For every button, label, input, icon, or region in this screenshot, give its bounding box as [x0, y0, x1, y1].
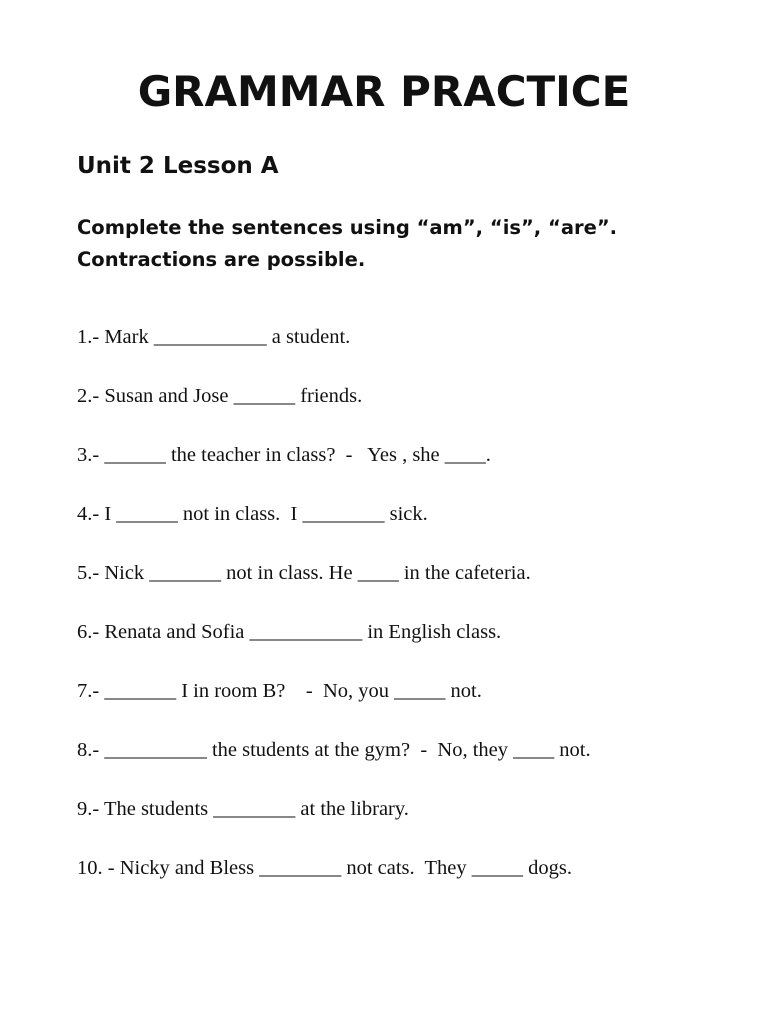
- instructions-line-2: Contractions are possible.: [77, 248, 366, 271]
- exercise-item-5: 5.- Nick _______ not in class. He ____ in the cafeteria.: [77, 562, 531, 584]
- exercise-item-9: 9.- The students ________ at the library.: [77, 798, 409, 820]
- instructions-line-1: Complete the sentences using “am”, “is”, “are”.: [77, 216, 618, 239]
- page-title: GRAMMAR PRACTICE: [137, 67, 631, 116]
- exercise-item-2: 2.- Susan and Jose ______ friends.: [77, 385, 363, 407]
- exercise-item-10: 10. - Nicky and Bless ________ not cats. They _____ dogs.: [77, 857, 572, 879]
- exercise-item-7: 7.- _______ I in room B? - No, you _____ not.: [77, 680, 482, 702]
- exercise-item-3: 3.- ______ the teacher in class? - Yes , she ____.: [77, 444, 491, 466]
- exercise-item-8: 8.- __________ the students at the gym? - No, they ____ not.: [77, 739, 591, 761]
- exercise-item-1: 1.- Mark ___________ a student.: [77, 326, 351, 348]
- instructions: [77, 212, 717, 276]
- exercise-list: [77, 322, 757, 912]
- exercise-item-6: 6.- Renata and Sofia ___________ in English class.: [77, 621, 502, 643]
- lesson-subtitle: Unit 2 Lesson A: [77, 153, 279, 179]
- exercise-item-4: 4.- I ______ not in class. I ________ sick.: [77, 503, 428, 525]
